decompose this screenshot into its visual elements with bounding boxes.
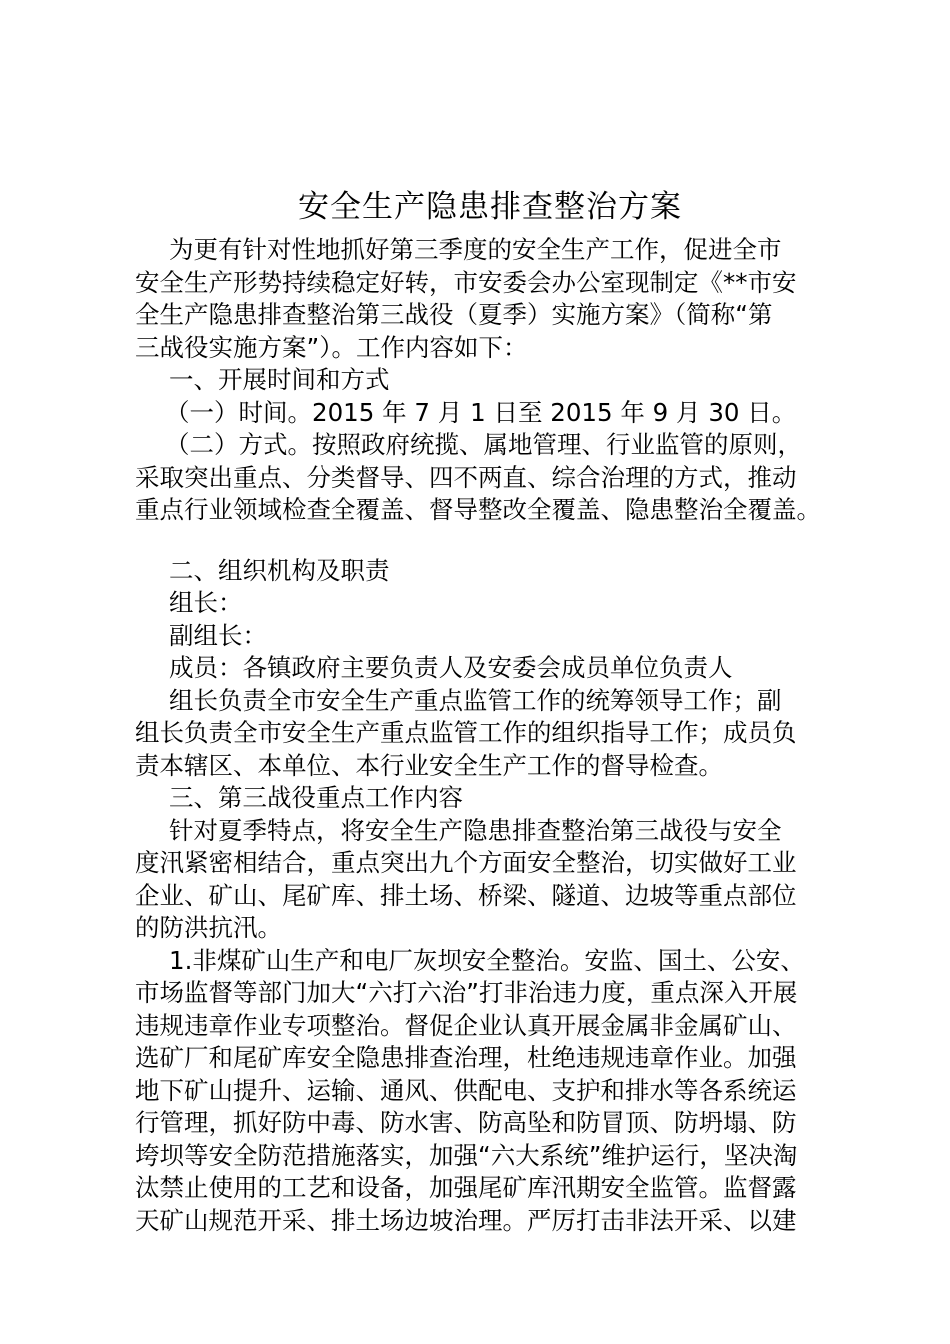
paragraph-line: 组长：: [169, 588, 243, 617]
paragraph-line: 责本辖区、本单位、本行业安全生产工作的督导检查。: [135, 750, 723, 780]
section-heading: 三、第三战役重点工作内容: [169, 783, 463, 812]
document-page: [135, 180, 835, 1237]
paragraph-line: 地下矿山提升、运输、通风、供配电、支护和排水等各系统运: [135, 1075, 797, 1105]
paragraph-line: 的防洪抗汛。: [135, 913, 282, 942]
paragraph-line: 组长负责全市安全生产重点监管工作的统筹领导工作；副: [169, 685, 782, 715]
paragraph-line: 市场监督等部门加大“六打六治”打非治违力度，重点深入开展: [135, 978, 798, 1007]
paragraph-line: 重点行业领域检查全覆盖、督导整改全覆盖、隐患整治全覆盖。: [135, 495, 821, 524]
paragraph-line: 天矿山规范开采、排土场边坡治理。严厉打击非法开采、以建: [135, 1205, 797, 1235]
paragraph-line: 违规违章作业专项整治。督促企业认真开展金属非金属矿山、: [135, 1010, 797, 1040]
paragraph-line: 为更有针对性地抓好第三季度的安全生产工作，促进全市: [169, 235, 782, 264]
paragraph-line: 全生产隐患排查整治第三战役（夏季）实施方案》（简称“第: [135, 300, 773, 329]
paragraph-line: 度汛紧密相结合，重点突出九个方面安全整治，切实做好工业: [135, 848, 797, 877]
paragraph-line: 垮坝等安全防范措施落实，加强“六大系统”维护运行，坚决淘: [135, 1140, 798, 1170]
paragraph-line: 1.非煤矿山生产和电厂灰坝安全整治。安监、国土、公安、: [169, 945, 805, 975]
paragraph-line: 三战役实施方案”）。工作内容如下：: [135, 332, 528, 362]
paragraph-line: 组长负责全市安全生产重点监管工作的组织指导工作；成员负: [135, 718, 797, 747]
paragraph-line: 针对夏季特点，将安全生产隐患排查整治第三战役与安全: [169, 815, 782, 845]
paragraph-line: 副组长：: [169, 620, 267, 650]
section-heading: 二、组织机构及职责: [169, 555, 390, 585]
paragraph-line: 安全生产形势持续稳定好转，市安委会办公室现制定《**市安: [135, 267, 797, 297]
paragraph-line: 采取突出重点、分类督导、四不两直、综合治理的方式，推动: [135, 462, 797, 492]
paragraph-line: 企业、矿山、尾矿库、排土场、桥梁、隧道、边坡等重点部位: [135, 880, 797, 910]
paragraph-line: （一）时间。2015 年 7 月 1 日至 2015 年 9 月 30 日。: [165, 397, 797, 427]
paragraph-line: 选矿厂和尾矿库安全隐患排查治理，杜绝违规违章作业。加强: [135, 1043, 797, 1072]
blank-line: [135, 527, 835, 555]
paragraph-line: 成员：各镇政府主要负责人及安委会成员单位负责人: [169, 653, 733, 682]
paragraph-line: 汰禁止使用的工艺和设备，加强尾矿库汛期安全监管。监督露: [135, 1173, 797, 1202]
document-title: 安全生产隐患排查整治方案: [298, 189, 682, 225]
paragraph-line: （二）方式。按照政府统揽、属地管理、行业监管的原则，: [165, 430, 802, 459]
section-heading: 一、开展时间和方式: [169, 365, 390, 394]
paragraph-line: 行管理，抓好防中毒、防水害、防高坠和防冒顶、防坍塌、防: [135, 1108, 797, 1137]
